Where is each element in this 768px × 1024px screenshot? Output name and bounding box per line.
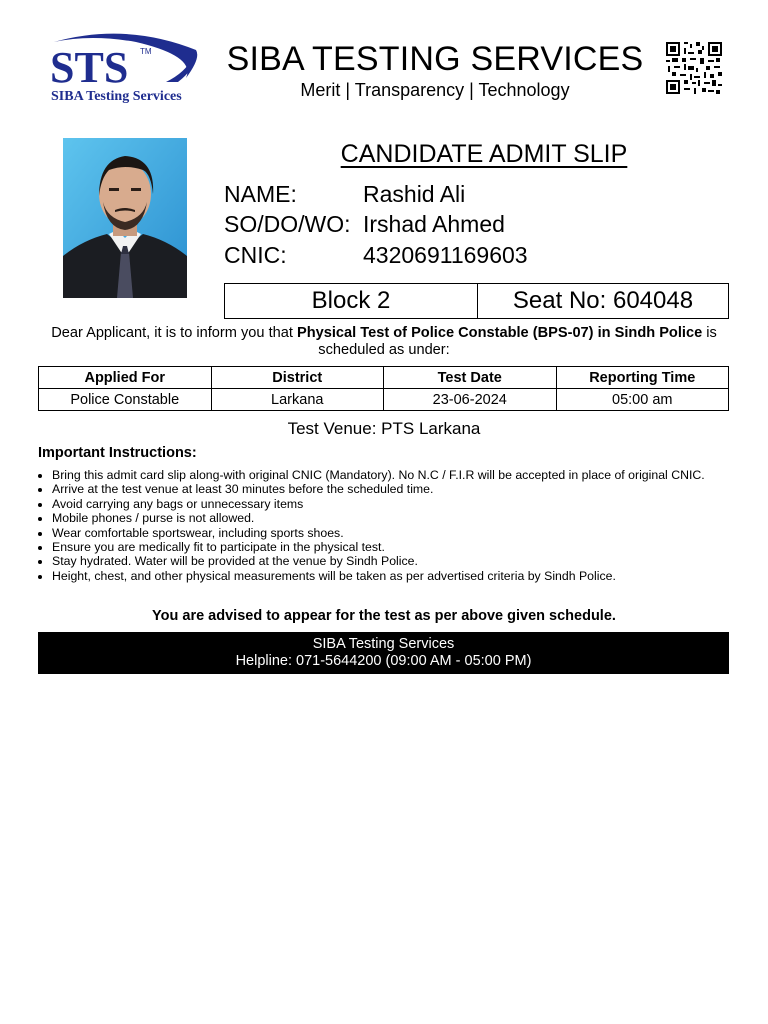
instructions-list xyxy=(38,468,724,583)
list-item: • Mobile phones / purse is not allowed. xyxy=(52,511,724,525)
block-number: Block 2 xyxy=(225,284,478,318)
intro-before: Dear Applicant, it is to inform you that xyxy=(51,325,297,341)
logo-subtext: SIBA Testing Services xyxy=(51,89,182,104)
header-applied-for: Applied For xyxy=(39,367,212,389)
instructions-heading: Important Instructions: xyxy=(38,445,197,461)
table-header-row xyxy=(39,367,729,389)
svg-text:TM: TM xyxy=(140,47,152,56)
cell-applied-for: Police Constable xyxy=(39,389,212,411)
slip-title: CANDIDATE ADMIT SLIP xyxy=(340,140,628,168)
logo-text: STS xyxy=(50,43,129,92)
footer-org: SIBA Testing Services xyxy=(312,636,455,652)
org-tagline: Merit | Transparency | Technology xyxy=(300,80,570,100)
test-venue: Test Venue: PTS Larkana xyxy=(287,419,481,438)
qr-code-icon xyxy=(666,42,722,94)
list-item: • Bring this admit card slip along-with original CNIC (Mandatory). No N.C / F.I.R will be accepted in place of original CNIC. xyxy=(52,468,724,482)
seat-number: Seat No: 604048 xyxy=(512,287,694,314)
name-label: NAME: xyxy=(224,181,297,207)
cnic-value: 4320691169603 xyxy=(363,242,528,268)
list-item: • Wear comfortable sportswear, including sports shoes. xyxy=(52,526,724,540)
relation-label: SO/DO/WO: xyxy=(224,211,351,237)
cell-reporting-time: 05:00 am xyxy=(556,389,729,411)
header-reporting-time: Reporting Time xyxy=(556,367,729,389)
intro-after: is scheduled as under: xyxy=(318,325,717,358)
table-row xyxy=(39,389,729,411)
cell-district: Larkana xyxy=(211,389,384,411)
block-seat-box xyxy=(224,283,729,319)
header-test-date: Test Date xyxy=(384,367,557,389)
cell-test-date: 23-06-2024 xyxy=(384,389,557,411)
candidate-photo xyxy=(63,138,187,298)
intro-highlight: Physical Test of Police Constable (BPS-07) in Sindh Police xyxy=(296,325,703,341)
footer-bar xyxy=(38,632,729,674)
intro-text xyxy=(38,325,730,359)
cnic-label: CNIC: xyxy=(224,242,287,268)
schedule-table xyxy=(38,366,729,411)
org-title: SIBA TESTING SERVICES xyxy=(226,40,644,78)
list-item: • Height, chest, and other physical measurements will be taken as per advertised criteria by Sindh Police. xyxy=(52,569,724,583)
name-value: Rashid Ali xyxy=(363,181,466,207)
sts-logo xyxy=(46,28,206,106)
footer-helpline: Helpline: 071-5644200 (09:00 AM - 05:00 PM) xyxy=(235,653,532,669)
advice-text: You are advised to appear for the test as per above given schedule. xyxy=(152,608,616,624)
relation-value: Irshad Ahmed xyxy=(363,211,505,237)
list-item: • Avoid carrying any bags or unnecessary items xyxy=(52,497,724,511)
list-item: • Arrive at the test venue at least 30 minutes before the scheduled time. xyxy=(52,482,724,496)
list-item: • Ensure you are medically fit to participate in the physical test. xyxy=(52,540,724,554)
header-district: District xyxy=(211,367,384,389)
list-item: • Stay hydrated. Water will be provided at the venue by Sindh Police. xyxy=(52,554,724,568)
